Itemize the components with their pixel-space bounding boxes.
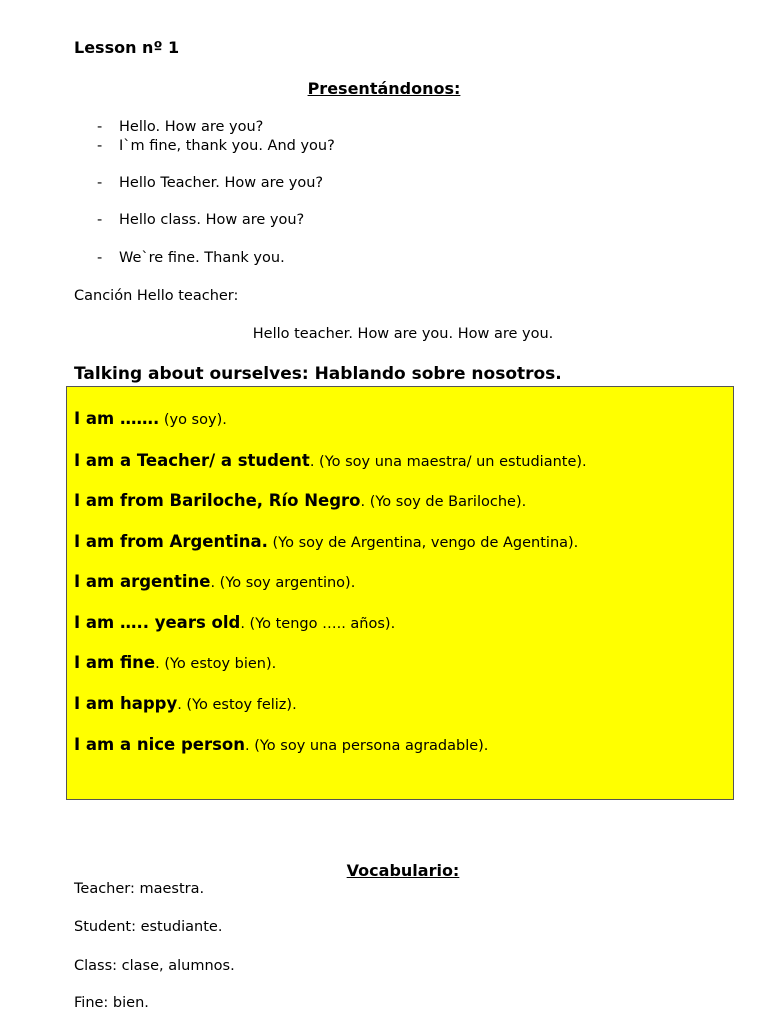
greetings-heading: Presentándonos: [307, 79, 461, 98]
vocabulary-heading: Vocabulario: [346, 861, 460, 880]
phrase-row: I am from Bariloche, Río Negro. (Yo soy de Bariloche). [74, 491, 527, 510]
phrase-row: I am from Argentina. (Yo soy de Argentina, vengo de Agentina). [74, 532, 579, 551]
phrase-row: I am ……. (yo soy). [74, 409, 227, 428]
bullet-dash: - [97, 250, 103, 266]
song-lyric: Hello teacher. How are you. How are you. [252, 326, 554, 342]
bullet-dash: - [97, 119, 103, 135]
bullet-dash: - [97, 138, 103, 154]
greeting-line: - We`re fine. Thank you. [97, 250, 285, 266]
greeting-line: - I`m fine, thank you. And you? [97, 138, 335, 154]
song-label: Canción Hello teacher: [74, 288, 239, 304]
phrase-row: I am a nice person. (Yo soy una persona agradable). [74, 735, 489, 754]
greeting-line: - Hello. How are you? [97, 119, 264, 135]
vocabulary-item: Fine: bien. [74, 995, 149, 1011]
vocabulary-item: Student: estudiante. [74, 919, 223, 935]
lesson-title: Lesson nº 1 [74, 38, 180, 57]
greeting-line: - Hello Teacher. How are you? [97, 175, 324, 191]
vocabulary-item: Teacher: maestra. [74, 881, 205, 897]
phrase-row: I am fine. (Yo estoy bien). [74, 653, 277, 672]
ourselves-title: Talking about ourselves: Hablando sobre nosotros. [74, 364, 562, 384]
highlighted-phrases-box [66, 386, 734, 800]
bullet-dash: - [97, 212, 103, 228]
phrase-row: I am happy. (Yo estoy feliz). [74, 694, 297, 713]
phrase-row: I am ….. years old. (Yo tengo ….. años). [74, 613, 396, 632]
vocabulary-item: Class: clase, alumnos. [74, 958, 235, 974]
greeting-line: - Hello class. How are you? [97, 212, 305, 228]
phrase-row: I am argentine. (Yo soy argentino). [74, 572, 356, 591]
bullet-dash: - [97, 175, 103, 191]
phrase-row: I am a Teacher/ a student. (Yo soy una maestra/ un estudiante). [74, 451, 587, 470]
